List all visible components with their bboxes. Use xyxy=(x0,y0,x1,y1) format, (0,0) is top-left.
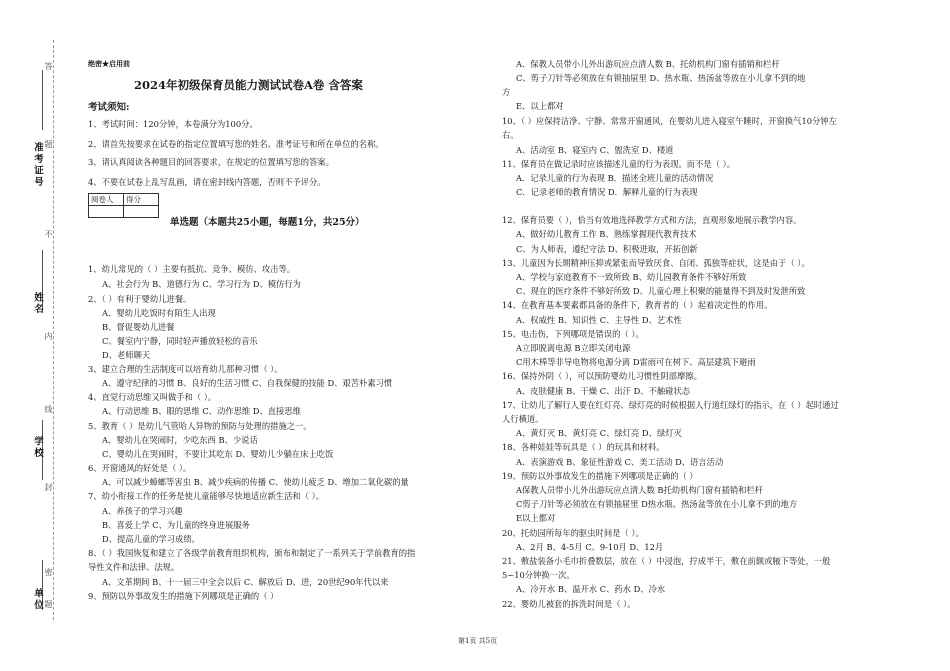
question-line: 导性文件和法律、法规。 xyxy=(88,562,180,572)
question-line: 右。 xyxy=(502,130,519,140)
option-line: A、保教人员带小儿外出游玩应点清人数 B、托幼机构门窗有插销和栏杆 xyxy=(516,59,780,69)
score-table-score-cell xyxy=(124,206,159,218)
question-line: 8、（ ）我国恢复和建立了各级学前教育组织机构，颁布和制定了一系列关于学前教育的指 xyxy=(88,548,416,558)
option-line: A、2月 B、4-5月 C、9-10月 D、12月 xyxy=(516,542,664,552)
question-line: 16、保持外阴（ ），可以预防婴幼儿习惯性阴部摩擦。 xyxy=(502,371,702,381)
question-line: 4、直觉行动思维又叫做手和（ ）。 xyxy=(88,392,217,402)
option-line: A、可以减少蟑螂等害虫 B、减少疾病的传播 C、使幼儿疲乏 D、增加二氧化碳的量 xyxy=(102,477,409,487)
seal-char: 题 xyxy=(44,140,53,149)
seal-char: 封 xyxy=(44,483,53,492)
seal-dashed-line xyxy=(53,40,54,620)
question-line: 15、电击伤，下列哪项是错误的（ ）。 xyxy=(502,329,644,339)
question-line: 21、敷盐装备小毛巾折叠数层，放在（ ）中浸泡，拧成半干，敷在前额或腋下等处，一般 xyxy=(502,556,831,566)
sidebar-label-school: 学校 xyxy=(32,436,43,459)
option-line: A、社会行为 B、道德行为 C、学习行为 D、模仿行为 xyxy=(102,279,301,289)
option-line: C．记录老师的教育情况 D．解释儿童的行为表现 xyxy=(516,187,698,197)
sidebar-label-name: 姓名 xyxy=(32,292,43,315)
page-footer: 第1页 共5页 xyxy=(458,637,498,645)
option-line: A、冷开水 B、温开水 C、药水 D、冷水 xyxy=(516,584,666,594)
question-line: 13、儿童因为长期精神压抑或紧张而导致厌食、自闭、孤独等症状，这是由于（ ）。 xyxy=(502,258,810,268)
option-line: B、喜爱上学 C、为儿童的终身进展服务 xyxy=(102,520,250,530)
question-line: 10、（ ）应保持洁净、宁静、常常开窗通风，在婴幼儿进入寝室午睡时，开窗换气10分钟左 xyxy=(502,116,837,126)
option-line: D、老师聊天 xyxy=(102,350,151,360)
seal-char: 题 xyxy=(44,600,53,609)
question-line: 1、幼儿常见的（ ）主要有抵抗、竞争、模仿、攻击等。 xyxy=(88,264,296,274)
option-line: B、督促婴幼儿进餐 xyxy=(102,322,175,332)
question-line: 22、婴幼儿被套的拆洗时间是（ ）。 xyxy=(502,599,636,609)
notice-title: 考试须知: xyxy=(88,102,130,113)
option-line: C、现在的医疗条件不够好所致 D、儿童心理上积聚的能量得不到及时发泄所致 xyxy=(516,286,806,296)
option-line: A、表演游戏 B、象征性游戏 C、美工活动 D、语言活动 xyxy=(516,457,724,467)
option-line: A、婴幼儿在哭闹时，少吃东西 B、少说话 xyxy=(102,435,258,445)
question-line: 人行横道。 xyxy=(502,414,544,424)
option-line: 方 xyxy=(502,87,511,97)
option-line: A立即脱离电源 B立即关闭电源 xyxy=(516,343,631,353)
question-line: 18、各种娃娃等玩具是（ ）的玩具和材料。 xyxy=(502,442,665,452)
option-line: E、以上都对 xyxy=(516,101,564,111)
option-line: A、权威性 B、知识性 C、主导性 D、艺术性 xyxy=(516,315,682,325)
question-line: 5~10分钟换一次。 xyxy=(502,570,575,580)
question-line: 20、托幼园所每年的驱虫时间是（ ）。 xyxy=(502,528,644,538)
seal-char: 密 xyxy=(44,568,53,577)
option-line: A、遵守纪律的习惯 B、良好的生活习惯 C、自我保健的技能 D、艰苦朴素习惯 xyxy=(102,378,393,388)
section-title: 单选题（本题共25小题，每题1分，共25分） xyxy=(170,217,365,228)
option-line: A保教人员带小儿外出游玩应点清人数 B托幼机构门窗有插销和栏杆 xyxy=(516,485,764,495)
sidebar-label-exam-id: 准考证号 xyxy=(32,142,43,188)
notice-item: 3、请认真阅读各种题目的回答要求，在规定的位置填写您的答案。 xyxy=(88,157,334,167)
score-table xyxy=(88,193,159,218)
question-line: 12、保育员要（ ），恰当有效地选择教学方式和方法，直观形象地展示教学内容。 xyxy=(502,215,802,225)
option-line: C用木棒等非导电物将电源分离 D雷雨可在树下、高层建筑下避雨 xyxy=(516,357,756,367)
option-line: A、学校与家庭教育不一致所致 B、幼儿园教育条件不够好所致 xyxy=(516,272,747,282)
score-table-grader: 阅卷人 xyxy=(89,194,124,206)
option-line: D、提高儿童的学习成绩。 xyxy=(102,534,200,544)
option-line: C、为人师表，遵纪守法 D、积极进取，开拓创新 xyxy=(516,244,698,254)
option-line: A、婴幼儿吃饭时有陌生人出现 xyxy=(102,308,216,318)
score-table-grader-cell xyxy=(89,206,124,218)
seal-char: 线 xyxy=(44,405,53,414)
notice-item: 1、考试时间：120分钟，本卷满分为100分。 xyxy=(88,119,258,129)
question-line: 14、在教育基本要素都具备的条件下，教育者的（ ）起着决定性的作用。 xyxy=(502,300,773,310)
option-line: A、文革期间 B、十一届三中全会以后 C、解放后 D、进，20世纪90年代以来 xyxy=(102,577,389,587)
question-line: 7、幼小衔接工作的任务是使儿童能够尽快地适应新生活和（ ）。 xyxy=(88,491,325,501)
seal-char: 内 xyxy=(44,332,53,341)
option-line: A、行动思维 B、眼的思维 C、动作思维 D、直接思维 xyxy=(102,406,301,416)
question-line: 19、预防以外事故发生的措施下列哪项是正确的（ ） xyxy=(502,471,698,481)
question-line: 2、（ ）有利于婴幼儿进餐。 xyxy=(88,294,192,304)
option-line: C、剪子刀针等必须放在有锁抽屉里 D、热水瓶、热汤盆等放在小儿拿不到的地 xyxy=(516,73,806,83)
option-line: A、做好幼儿教育工作 B、熟练掌握现代教育技术 xyxy=(516,229,697,239)
exam-id-underline xyxy=(42,70,43,130)
option-line: E以上都对 xyxy=(516,513,556,523)
question-line: 17、让幼儿了解行人要在红灯亮、绿灯亮的时候根据人行道红绿灯的指示，在（ ）起时通过 xyxy=(502,400,839,410)
score-table-score: 得分 xyxy=(124,194,159,206)
option-line: A、养孩子的学习兴趣 xyxy=(102,506,183,516)
seal-char: 不 xyxy=(44,230,53,239)
option-line: C、餐室内宁静，同时轻声播放轻松的音乐 xyxy=(102,336,258,346)
notice-item: 2、请首先按要求在试卷的指定位置填写您的姓名、准考证号和所在单位的名称。 xyxy=(88,139,384,149)
option-line: C、婴幼儿在哭闹时，不要让其吃东 D、婴幼儿少躺在床上吃饭 xyxy=(102,449,334,459)
sidebar-label-unit: 单位 xyxy=(32,588,43,611)
page-title: 2024年初级保育员能力测试试卷A卷 含答案 xyxy=(134,78,363,92)
option-line: A．记录儿童的行为表现 B．描述全班儿童的活动情况 xyxy=(516,173,714,183)
question-line: 3、建立合理的生活制度可以培育幼儿那种习惯（ ）。 xyxy=(88,364,283,374)
seal-char: 答 xyxy=(44,62,53,71)
secret-mark: 绝密★启用前 xyxy=(88,59,130,68)
option-line: C剪子刀针等必须放在有锁抽屉里 D热水瓶、热汤盆等放在小儿拿不到的地方 xyxy=(516,499,798,509)
option-line: A、皮肤健康 B、干燥 C、出汗 D、不触碰状态 xyxy=(516,386,691,396)
question-line: 9、预防以外事故发生的措施下列哪项是正确的（ ） xyxy=(88,591,279,601)
option-line: A、黄灯灭 B、黄灯亮 C、绿灯亮 D、绿灯灭 xyxy=(516,428,682,438)
question-line: 5、教育（ ）是幼儿气管哈人异物的预防与处理的措施之一。 xyxy=(88,421,312,431)
question-line: 6、开窗通风的好处是（ ）。 xyxy=(88,463,192,473)
question-line: 11、保育员在做记录时应该描述儿童的行为表现。而不是（ ）。 xyxy=(502,159,736,169)
notice-item: 4、不要在试卷上乱写乱画，请在密封线内答题，否则不予评分。 xyxy=(88,177,326,187)
option-line: A、活动室 B、寝室内 C、盥洗室 D、楼道 xyxy=(516,145,674,155)
